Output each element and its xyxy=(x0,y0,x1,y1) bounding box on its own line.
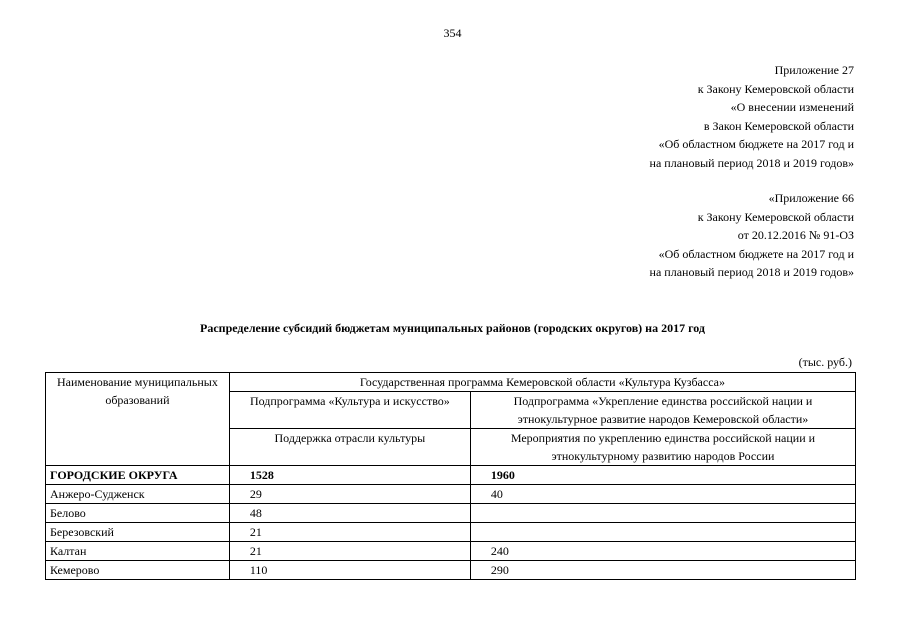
row-name: Березовский xyxy=(46,523,230,542)
row-value-2 xyxy=(470,523,855,542)
page-number: 354 xyxy=(443,26,462,40)
appendix-line: «О внесении изменений xyxy=(730,100,854,114)
row-name: Анжеро-Судженск xyxy=(46,485,230,504)
table-row xyxy=(46,485,856,504)
table-row xyxy=(46,504,856,523)
appendix-line: «Приложение 66 xyxy=(768,191,854,205)
row-value-1: 1528 xyxy=(229,466,470,485)
appendix-line: к Закону Кемеровской области xyxy=(697,81,854,96)
appendix-27-header xyxy=(650,61,854,172)
row-value-1: 29 xyxy=(229,485,470,504)
row-value-2: 40 xyxy=(470,485,855,504)
header-activity-1: Поддержка отрасли культуры xyxy=(229,429,470,466)
row-value-2: 240 xyxy=(470,542,855,561)
appendix-line: от 20.12.2016 № 91-ОЗ xyxy=(737,228,854,242)
units-label: (тыс. руб.) xyxy=(798,355,852,369)
appendix-line: «Об областном бюджете на 2017 год и xyxy=(658,246,854,261)
header-row xyxy=(46,373,856,392)
row-value-1: 48 xyxy=(229,504,470,523)
row-value-1: 21 xyxy=(229,523,470,542)
appendix-line: «Об областном бюджете на 2017 год и xyxy=(658,137,854,151)
row-value-2: 290 xyxy=(470,561,855,580)
row-name: Кемерово xyxy=(46,561,230,580)
subsidy-table xyxy=(45,372,856,580)
appendix-line: к Закону Кемеровской области xyxy=(697,209,854,224)
table-row xyxy=(46,523,856,542)
row-name: Калтан xyxy=(46,542,230,561)
document-title: Распределение субсидий бюджетам муниципальных районов (городских округов) на 2017 год xyxy=(200,321,705,335)
appendix-line: Приложение 27 xyxy=(774,63,854,77)
row-value-1: 21 xyxy=(229,542,470,561)
header-program: Государственная программа Кемеровской области «Культура Кузбасса» xyxy=(229,373,855,392)
table-row xyxy=(46,542,856,561)
appendix-line: в Закон Кемеровской области xyxy=(703,118,854,133)
appendix-line: на плановый период 2018 и 2019 годов» xyxy=(649,155,854,170)
row-value-2 xyxy=(470,504,855,523)
row-name: ГОРОДСКИЕ ОКРУГА xyxy=(46,466,230,485)
header-municipality: Наименование муниципальных образований xyxy=(46,373,230,466)
table-row xyxy=(46,466,856,485)
row-value-1: 110 xyxy=(229,561,470,580)
row-name: Белово xyxy=(46,504,230,523)
header-subprogram-1: Подпрограмма «Культура и искусство» xyxy=(229,392,470,429)
row-value-2: 1960 xyxy=(470,466,855,485)
appendix-66-header xyxy=(650,189,854,282)
table-row xyxy=(46,561,856,580)
header-subprogram-2: Подпрограмма «Укрепление единства российской нации и этнокультурное развитие народов Кемеровской области» xyxy=(470,392,855,429)
header-activity-2: Мероприятия по укреплению единства российской нации и этнокультурному развитию народов России xyxy=(470,429,855,466)
appendix-line: на плановый период 2018 и 2019 годов» xyxy=(649,265,854,279)
